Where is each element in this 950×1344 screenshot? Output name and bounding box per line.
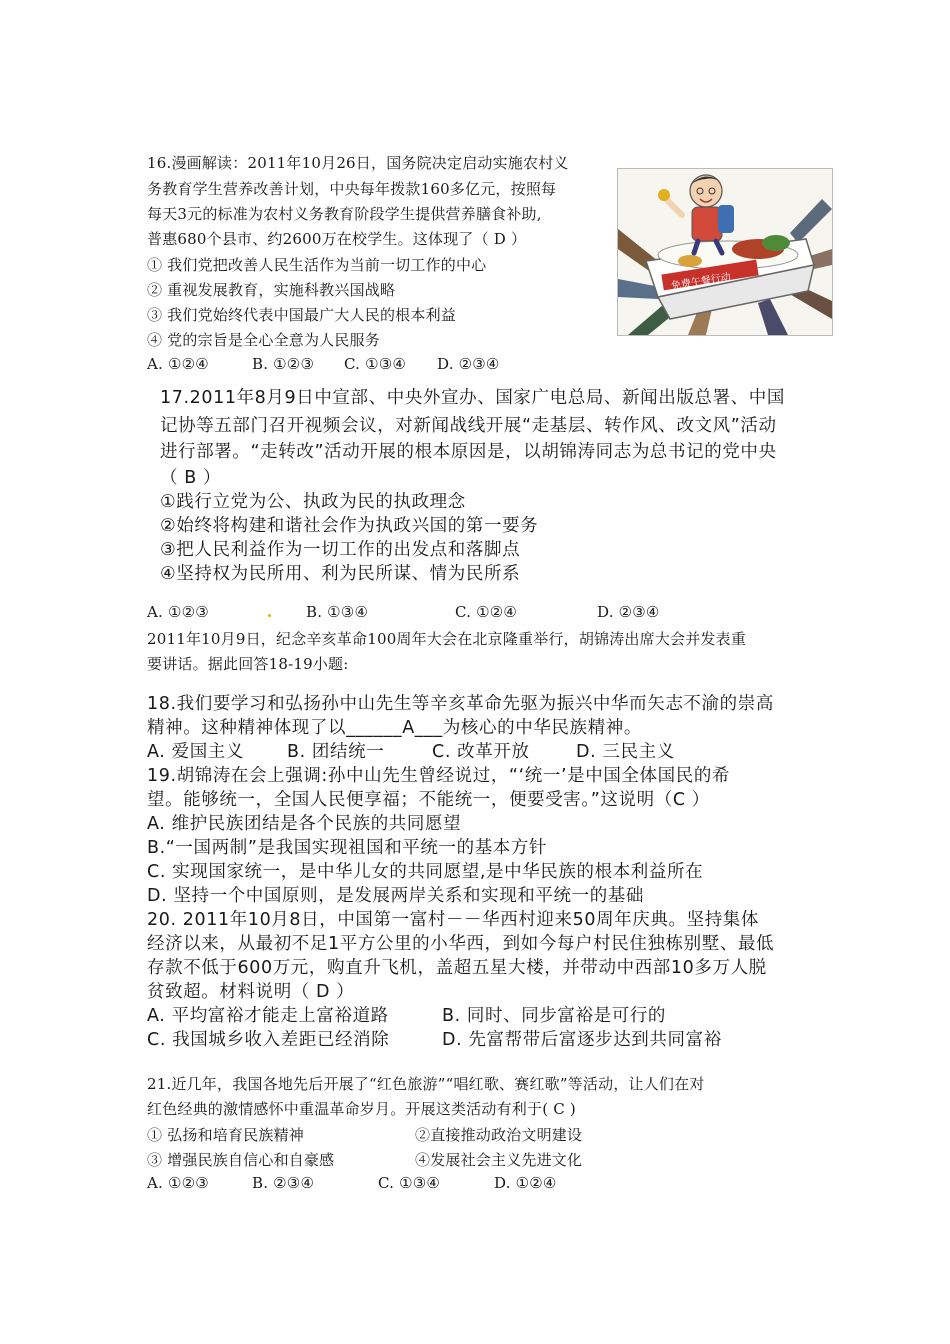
cartoon-banner-text: 免费午餐行动: [670, 271, 732, 293]
q18-option-b: B. 团结统一: [287, 742, 385, 762]
q18-line-2: 精神。这种精神体现了以______A___为核心的中华民族精神。: [147, 718, 642, 738]
q16-statement-1: ① 我们党把改善人民生活作为当前一切工作的中心: [147, 256, 487, 274]
q17-statement-4: ④坚持权为民所用、利为民所谋、情为民所系: [160, 564, 521, 584]
q21-option-b: B. ②③④: [252, 1174, 315, 1192]
q18-option-a: A. 爱国主义: [147, 742, 244, 762]
q17-statement-1: ①践行立党为公、执政为民的执政理念: [160, 492, 466, 512]
q17-option-a: A. ①②③: [147, 603, 209, 621]
q21-statement-3: ③ 增强民族自信心和自豪感: [147, 1151, 335, 1169]
intro-line-2: 要讲话。据此回答18-19小题:: [147, 655, 349, 673]
q17-option-b: B. ①③④: [306, 603, 369, 621]
q16-line-1: 16.漫画解读：2011年10月26日，国务院决定启动实施农村义: [147, 154, 569, 172]
q19-line-1: 19.胡锦涛在会上强调:孙中山先生曾经说过，“‘统一’是中国全体国民的希: [147, 766, 731, 786]
q16-option-c: C. ①③④: [344, 355, 407, 373]
q16-line-3: 每天3元的标准为农村义务教育阶段学生提供营养膳食补助,: [147, 205, 542, 223]
q21-statement-1: ① 弘扬和培育民族精神: [147, 1126, 304, 1144]
q16-statement-4: ④ 党的宗旨是全心全意为人民服务: [147, 331, 380, 349]
q16-statement-3: ③ 我们党始终代表中国最广大人民的根本利益: [147, 306, 456, 324]
q17-statement-2: ②始终将构建和谐社会作为执政兴国的第一要务: [160, 516, 539, 536]
q18-option-d: D. 三民主义: [576, 742, 675, 762]
intro-line-1: 2011年10月9日，纪念辛亥革命100周年大会在北京隆重举行，胡锦涛出席大会并发表重: [147, 630, 747, 648]
q21-statement-4: ④发展社会主义先进文化: [415, 1151, 583, 1169]
q16-line-4: 普惠680个县市、约2600万在校学生。这体现了（ D ）: [147, 230, 527, 248]
q17-line-2: 记协等五部门召开视频会议，对新闻战线开展“走基层、转作风、改文风”活动: [160, 416, 777, 436]
q16-option-a: A. ①②④: [147, 355, 209, 373]
free-lunch-cartoon: [617, 168, 833, 336]
q16-line-2: 务教育学生营养改善计划，中央每年拨款160多亿元，按照每: [147, 180, 557, 198]
q17-option-d: D. ②③④: [597, 603, 660, 621]
q20-option-c: C. 我国城乡收入差距已经消除: [147, 1030, 390, 1050]
q17-option-c: C. ①②④: [455, 603, 518, 621]
q19-option-d: D. 坚持一个中国原则，是发展两岸关系和实现和平统一的基础: [147, 886, 644, 906]
q21-option-a: A. ①②③: [147, 1174, 209, 1192]
q16-option-d: D. ②③④: [437, 355, 500, 373]
q18-line-1: 18.我们要学习和弘扬孙中山先生等辛亥革命先驱为振兴中华而矢志不渝的崇高: [147, 694, 774, 714]
q21-statement-2: ②直接推动政治文明建设: [415, 1126, 583, 1144]
stray-mark: [268, 614, 271, 617]
q20-option-d: D. 先富帮带后富逐步达到共同富裕: [442, 1030, 722, 1050]
q20-line-4: 贫致超。材料说明（ D ）: [147, 982, 355, 1002]
q19-option-b: B.“一国两制”是我国实现祖国和平统一的基本方针: [147, 838, 548, 858]
q20-option-a: A. 平均富裕才能走上富裕道路: [147, 1006, 389, 1026]
q19-option-a: A. 维护民族团结是各个民族的共同愿望: [147, 814, 462, 834]
cartoon-illustration: [618, 169, 832, 335]
q20-option-b: B. 同时、同步富裕是可行的: [442, 1006, 667, 1026]
q17-statement-3: ③把人民利益作为一切工作的出发点和落脚点: [160, 540, 521, 560]
q17-line-1: 17.2011年8月9日中宣部、中央外宣办、国家广电总局、新闻出版总署、中国: [160, 388, 785, 408]
q20-line-2: 经济以来，从最初不足1平方公里的小华西，到如今每户村民住独栋别墅、最低: [147, 934, 775, 954]
q18-option-c: C. 改革开放: [432, 742, 530, 762]
q19-option-c: C. 实现国家统一，是中华儿女的共同愿望,是中华民族的根本利益所在: [147, 862, 704, 882]
q21-option-c: C. ①③④: [378, 1174, 441, 1192]
q20-line-1: 20. 2011年10月8日，中国第一富村－－华西村迎来50周年庆典。坚持集体: [147, 910, 759, 930]
q17-line-4: （ B ）: [160, 468, 222, 488]
q19-line-2: 望。能够统一，全国人民便享福；不能统一，便要受害。”这说明（C ）: [147, 790, 710, 810]
q17-line-3: 进行部署。“走转改”活动开展的根本原因是，以胡锦涛同志为总书记的党中央: [160, 442, 777, 462]
q21-line-2: 红色经典的激情感怀中重温革命岁月。开展这类活动有利于( C ): [147, 1100, 576, 1118]
q16-statement-2: ② 重视发展教育，实施科教兴国战略: [147, 281, 396, 299]
q21-line-1: 21.近几年，我国各地先后开展了“红色旅游”“唱红歌、赛红歌”等活动，让人们在对: [147, 1075, 705, 1093]
q16-option-b: B. ①②③: [252, 355, 315, 373]
q20-line-3: 存款不低于600万元，购直升飞机，盖超五星大楼，并带动中西部10多万人脱: [147, 958, 767, 978]
q21-option-d: D. ①②④: [494, 1174, 557, 1192]
